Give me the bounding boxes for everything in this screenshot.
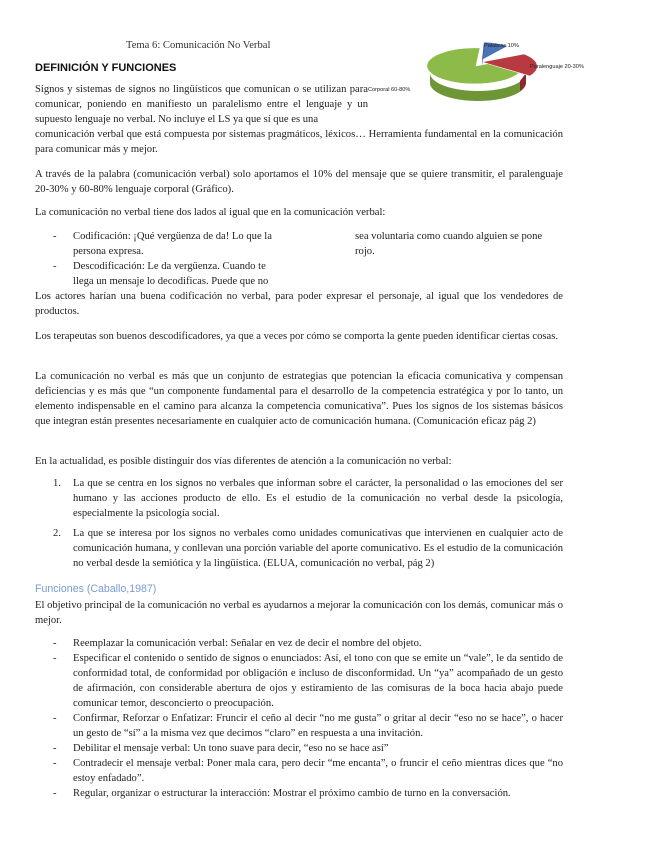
list-item: - Contradecir el mensaje verbal: Poner mala cara, pero decir “me encanta”, o fruncir el ceño mientras dices que “no estoy enfadado”. (35, 756, 563, 786)
section-heading: DEFINICIÓN Y FUNCIONES (35, 62, 177, 74)
list-text: La que se centra en los signos no verbales que informan sobre el carácter, la personalidad o las emociones del ser humano y las acciones producto de ello. Es el estudio de la comunicación no verbal desde la psicología, especialmente la psicología social. (73, 478, 563, 519)
paragraph-8: El objetivo principal de la comunicación no verbal es ayudarnos a mejorar la comunicación con los demás, comunicar más o mejor. (35, 600, 563, 626)
list-item: - Codificación: ¡Qué vergüenza de da! Lo que la persona expresa. (35, 229, 285, 259)
pie-label-paralenguaje: Paralenguaje 20-30% (530, 64, 584, 70)
pie-chart (368, 36, 653, 106)
paragraph-5: Los terapeutas son buenos descodificadores, ya que a veces por cómo se comporta la gente pueden identificar ciertas cosas. (35, 331, 559, 342)
list-item: - Regular, organizar o estructurar la interacción: Mostrar el próximo cambio de turno en la conversación. (35, 786, 563, 801)
list-number: 1. (53, 478, 61, 489)
pie-label-palabras: Palabras 10% (484, 43, 519, 49)
pie-label-corporal: Corporal 60-80% (368, 87, 411, 93)
paragraph-6: La comunicación no verbal es más que un conjunto de estrategias que potencian la eficacia comunicativa y compensan deficiencias y es más que “un componente fundamental para el desarrollo de la competencia estratégica y por lo tanto, un elemento indispensable en el camino para alcanza la competencia comunicativa”. Pues los signos de los sistemas básicos que integran están presentes necesariamente en cualquier acto de comunicación humana. (Comunicación eficaz pág 2) (35, 371, 563, 427)
list-item: - Descodificación: Le da vergüenza. Cuando te llega un mensaje lo decodificas. Puede que no (35, 259, 285, 289)
list-number: 2. (53, 528, 61, 539)
functions-heading: Funciones (Caballo,1987) (35, 583, 157, 595)
pie-slice-paralenguaje-side (520, 73, 526, 91)
paragraph-2: A través de la palabra (comunicación verbal) solo aportamos el 10% del mensaje que se quiere transmitir, el paralenguaje 20-30% y 60-80% lenguaje corporal (Gráfico). (35, 169, 563, 195)
page-header: Tema 6: Comunicación No Verbal (126, 40, 271, 51)
paragraph-3: La comunicación no verbal tiene dos lados al igual que en la comunicación verbal: (35, 207, 386, 218)
list-item: - Especificar el contenido o sentido de signos o enunciados: Así, el tono con que se emite un “vale”, le da sentido de conformidad total, de conformidad por obligación e incluso de disconformidad. Un “ya” acompañado de un gesto de afirmación, con considerable abertura de ojos y estiramiento de las comisuras de la boca hacia abajo puede comunicar temor, desconcierto o preocupación. (35, 651, 563, 711)
list-item: - Confirmar, Reforzar o Enfatizar: Fruncir el ceño al decir “no me gusta” o gritar al decir “eso no se hace”, o hacer un gesto de “sí” a la misma vez que decimos “claro” en respuesta a una invitación. (35, 711, 563, 741)
paragraph-1a: Signos y sistemas de signos no lingüísticos que comunican o se utilizan para comunicar, poniendo en manifiesto un paralelismo entre el lenguaje y un supuesto lenguaje no verbal. No incluye el LS ya que sí que es una (35, 84, 368, 125)
sides-continuation: sea voluntaria como cuando alguien se pone rojo. (355, 231, 543, 257)
list-item (35, 526, 563, 571)
list-item (35, 476, 563, 521)
numbered-list (35, 476, 563, 576)
list-item: - Debilitar el mensaje verbal: Un tono suave para decir, “eso no se hace así” (35, 741, 563, 756)
paragraph-1b: comunicación verbal que está compuesta por sistemas pragmáticos, léxicos… Herramienta fundamental en la comunicación para comunicar más y mejor. (35, 129, 563, 155)
sides-list (35, 229, 285, 289)
functions-list (35, 636, 563, 801)
paragraph-7: En la actualidad, es posible distinguir dos vías diferentes de atención a la comunicación no verbal: (35, 456, 452, 467)
list-text: La que se interesa por los signos no verbales como unidades comunicativas que intervienen en cualquier acto de comunicación humana, y conllevan una porción variable del aporte comunicativo. Es el estudio de la comunicación no verbal desde la semiótica y la lingüística. (ELUA, comunicación no verbal, pág 2) (73, 528, 563, 569)
paragraph-4: Los actores harían una buena codificación no verbal, para poder expresar el personaje, al igual que los vendedores de productos. (35, 291, 563, 317)
list-item: - Reemplazar la comunicación verbal: Señalar en vez de decir el nombre del objeto. (35, 636, 563, 651)
